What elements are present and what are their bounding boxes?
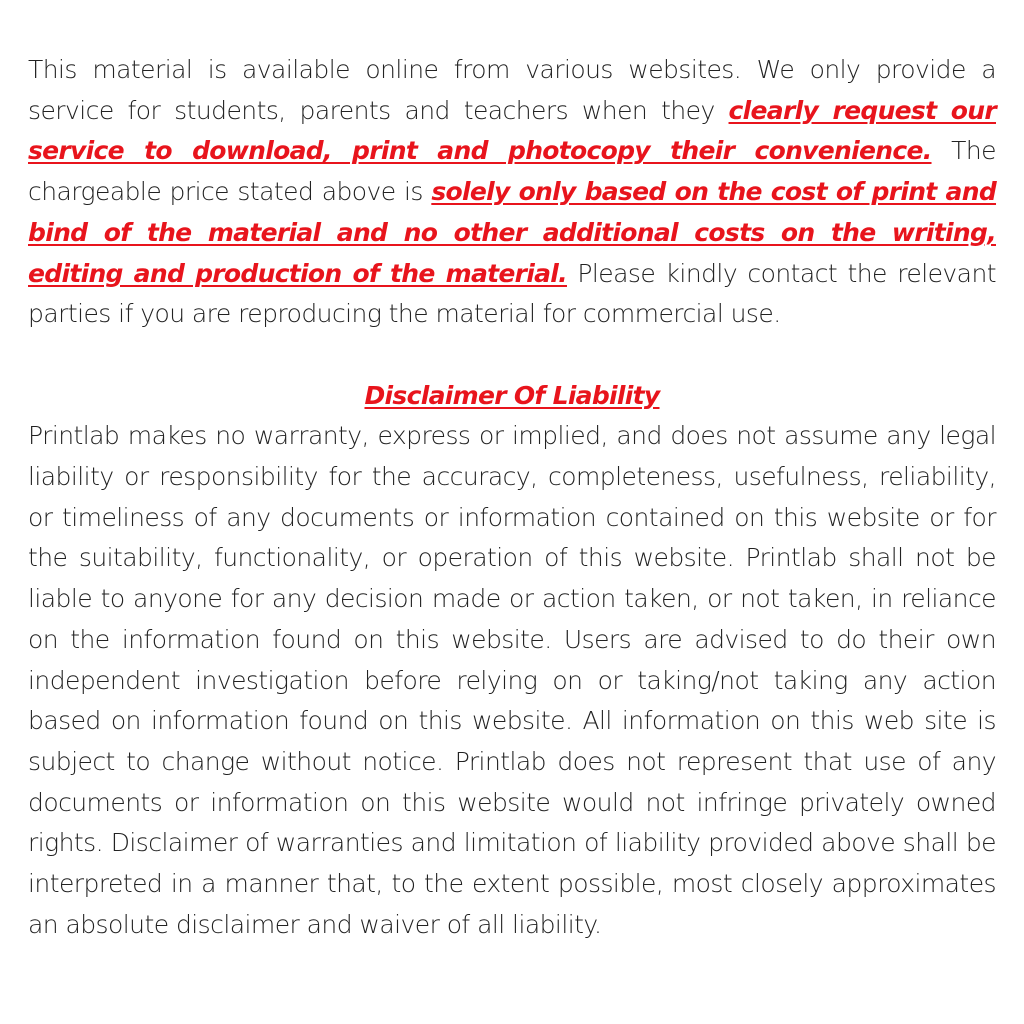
disclaimer-body: Printlab makes no warranty, express or implied, and does not assume any legal liability or responsibility for the accuracy, completeness, usefulness, reliability, or timeliness of any documents or information contained on this website or for the suitability, functionality, or operation of this website. Printlab shall not be liable to anyone for any decision made or action taken, or not taken, in reliance on the information found on this website. Users are advised to do their own independent investigation before relying on or taking/not taking any action based on information found on this website. All information on this web site is subject to change without notice. Printlab does not represent that use of any documents or information on this website would not infringe privately owned rights. Disclaimer of warranties and limitation of liability provided above shall be interpreted in a manner that, to the extent possible, most closely approximates an absolute disclaimer and waiver of all liability. [28, 421, 996, 939]
notice-text-1: This material is available online from various websites. We only provide a service for students, parents and teachers when they [28, 55, 996, 125]
document-page [28, 50, 996, 945]
disclaimer-heading-line [28, 376, 996, 417]
paragraph-spacer [28, 335, 996, 376]
notice-text-3: Please kindly contact the relevant parties if you are reproducing the material for commercial use. [28, 258, 996, 329]
notice-highlight-cost: solely only based on the cost of print and bind of the material and no other additional costs on the writing, editing and production of the material. [28, 177, 997, 288]
notice-text-2: The chargeable price stated above is [28, 136, 996, 207]
notice-paragraph [28, 50, 996, 335]
notice-highlight-request: clearly request our service to download, print and photocopy their convenience. [28, 95, 996, 166]
disclaimer-heading: Disclaimer Of Liability [364, 380, 660, 410]
